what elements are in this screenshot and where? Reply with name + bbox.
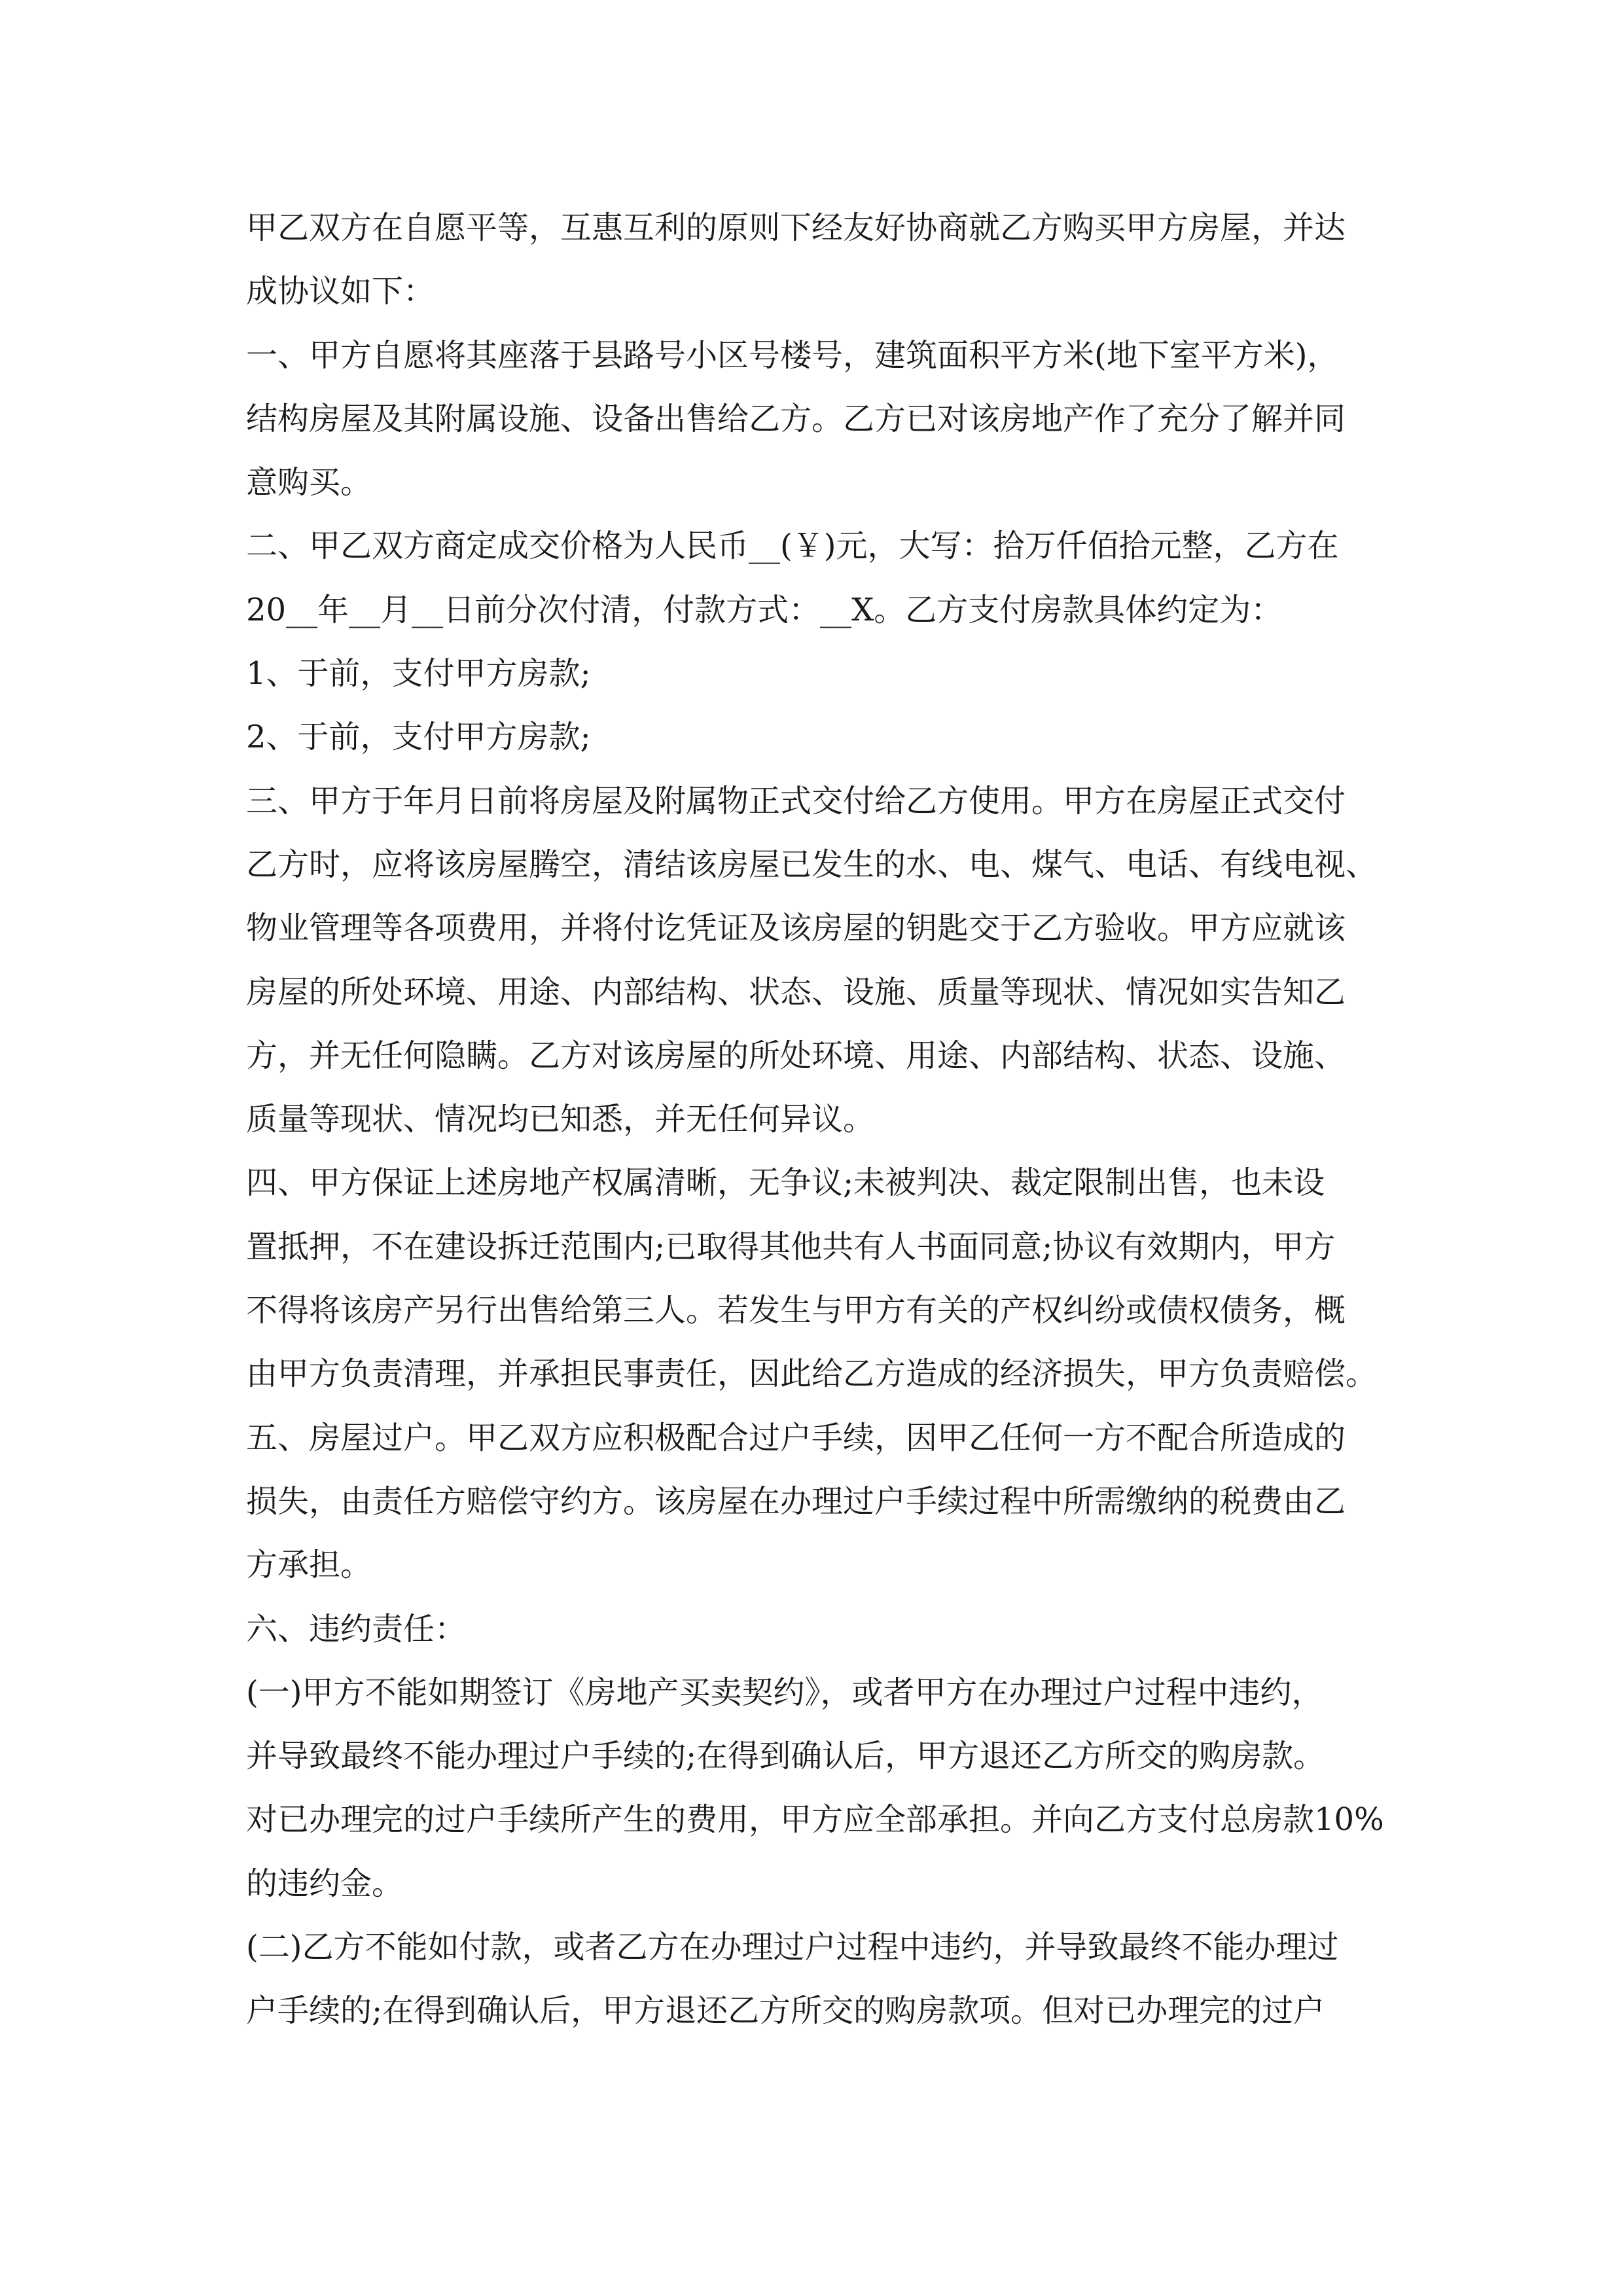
- text-line: 三、甲方于年月日前将房屋及附属物正式交付给乙方使用。甲方在房屋正式交付: [246, 782, 1346, 819]
- text-line: 20__年__月__日前分次付清，付款方式：__X。乙方支付房款具体约定为：: [246, 591, 1283, 628]
- text-line: (二)乙方不能如付款，或者乙方在办理过户过程中违约，并导致最终不能办理过: [246, 1929, 1339, 1966]
- text-line: 置抵押，不在建设拆迁范围内;已取得其他共有人书面同意;协议有效期内，甲方: [246, 1228, 1336, 1265]
- text-line: 甲乙双方在自愿平等，互惠互利的原则下经友好协商就乙方购买甲方房屋，并达: [246, 209, 1346, 246]
- text-line: 物业管理等各项费用，并将付讫凭证及该房屋的钥匙交于乙方验收。甲方应就该: [246, 910, 1346, 947]
- text-line: 1、于前，支付甲方房款;: [246, 655, 591, 692]
- text-line: 房屋的所处环境、用途、内部结构、状态、设施、质量等现状、情况如实告知乙: [246, 973, 1346, 1011]
- text-line: 成协议如下：: [246, 273, 435, 310]
- text-line: 对已办理完的过户手续所产生的费用，甲方应全部承担。并向乙方支付总房款10%: [246, 1801, 1384, 1839]
- text-line: 六、违约责任：: [246, 1610, 467, 1647]
- text-line: 方承担。: [246, 1547, 372, 1584]
- text-line: 方，并无任何隐瞒。乙方对该房屋的所处环境、用途、内部结构、状态、设施、: [246, 1037, 1346, 1074]
- text-line: 二、甲乙双方商定成交价格为人民币__(￥)元，大写：拾万仟佰拾元整，乙方在: [246, 528, 1339, 565]
- text-line: 2、于前，支付甲方房款;: [246, 719, 591, 756]
- text-line: 损失，由责任方赔偿守约方。该房屋在办理过户手续过程中所需缴纳的税费由乙: [246, 1482, 1346, 1520]
- contract-body-text: [246, 196, 1385, 2043]
- text-line: 四、甲方保证上述房地产权属清晰，无争议;未被判决、裁定限制出售，也未设: [246, 1164, 1325, 1202]
- text-line: 五、房屋过户。甲乙双方应积极配合过户手续，因甲乙任何一方不配合所造成的: [246, 1419, 1346, 1456]
- text-line: 由甲方负责清理，并承担民事责任，因此给乙方造成的经济损失，甲方负责赔偿。: [246, 1355, 1378, 1393]
- text-line: 乙方时，应将该房屋腾空，清结该房屋已发生的水、电、煤气、电话、有线电视、: [246, 846, 1378, 883]
- text-line: 质量等现状、情况均已知悉，并无任何异议。: [246, 1101, 875, 1138]
- text-line: (一)甲方不能如期签订《房地产买卖契约》，或者甲方在办理过户过程中违约，: [246, 1674, 1323, 1711]
- text-line: 一、甲方自愿将其座落于县路号小区号楼号，建筑面积平方米(地下室平方米)，: [246, 336, 1339, 374]
- text-line: 结构房屋及其附属设施、设备出售给乙方。乙方已对该房地产作了充分了解并同: [246, 400, 1346, 437]
- text-line: 户手续的;在得到确认后，甲方退还乙方所交的购房款项。但对已办理完的过户: [246, 1992, 1325, 2030]
- text-line: 意购买。: [246, 464, 372, 501]
- text-line: 的违约金。: [246, 1865, 404, 1902]
- text-line: 不得将该房产另行出售给第三人。若发生与甲方有关的产权纠纷或债权债务，概: [246, 1292, 1346, 1329]
- text-line: 并导致最终不能办理过户手续的;在得到确认后，甲方退还乙方所交的购房款。: [246, 1738, 1325, 1775]
